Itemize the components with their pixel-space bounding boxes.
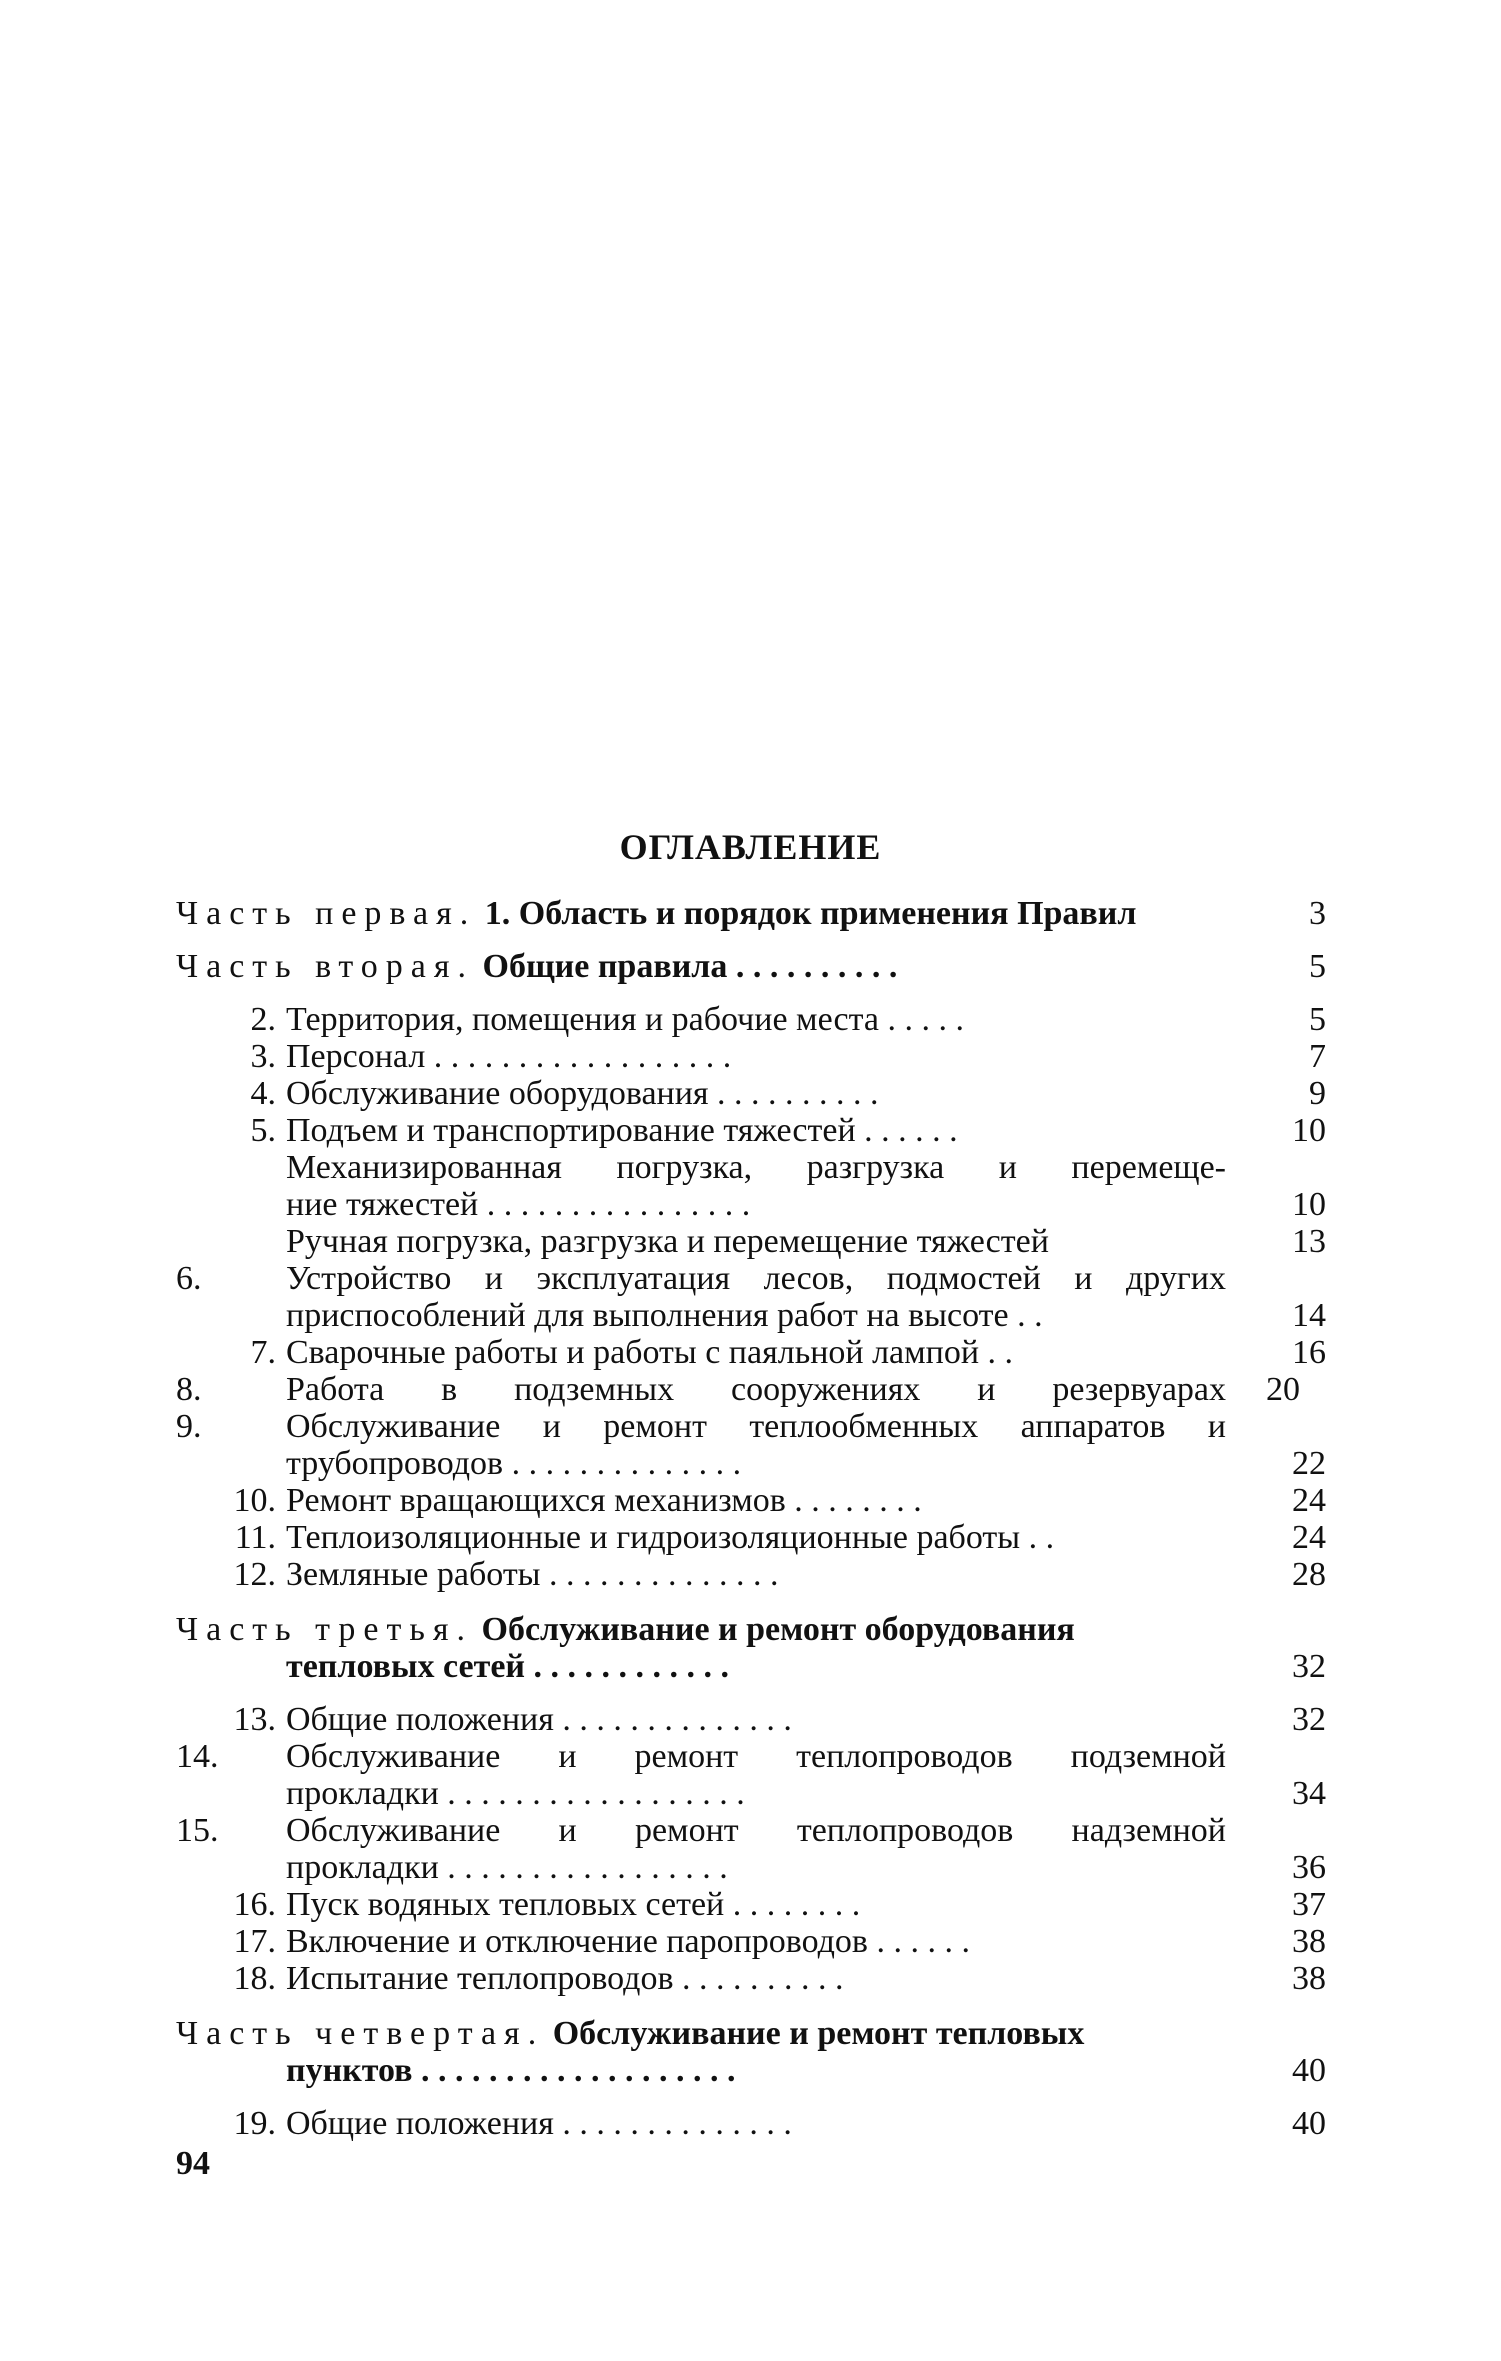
toc-part-1-heading <box>176 895 1226 932</box>
toc-entry <box>176 1297 1326 1334</box>
toc-entry <box>176 1408 1326 1445</box>
toc-entry-num: 12. <box>233 1556 276 1593</box>
toc-entry-text: Общие положения . . . . . . . . . . . . . . <box>286 2105 792 2142</box>
toc-entry-page: 20 <box>1266 1371 1300 1408</box>
toc-part-1-title: 1. Область и порядок применения Правил <box>484 895 1137 932</box>
toc-entry-num: 6. <box>176 1260 202 1297</box>
toc-entry-page: 22 <box>1292 1445 1326 1482</box>
toc-entry-page: 24 <box>1292 1519 1326 1556</box>
toc-entry-text: трубопроводов . . . . . . . . . . . . . . <box>286 1445 742 1482</box>
toc-entry <box>176 1960 1326 1997</box>
toc-entry-num: 5. <box>250 1112 276 1149</box>
toc-entry-num: 4. <box>250 1075 276 1112</box>
toc-entry-text: Работа в подземных сооружениях и резервуарах <box>286 1371 1226 1408</box>
toc-part-3-heading <box>176 1611 1226 1648</box>
toc-entry-num: 7. <box>250 1334 276 1371</box>
toc-entry <box>176 1701 1326 1738</box>
toc-part-3 <box>176 1611 1326 1685</box>
toc-part-4 <box>176 2015 1326 2089</box>
toc-part-4-page: 40 <box>1292 2052 1326 2089</box>
table-of-contents <box>176 895 1326 2142</box>
toc-entry <box>176 1001 1326 1038</box>
toc-entry-page: 40 <box>1292 2105 1326 2142</box>
toc-entry-num: 14. <box>176 1738 219 1775</box>
toc-part-4-heading <box>176 2015 1226 2052</box>
toc-entry-text: приспособлений для выполнения работ на высоте . . <box>286 1297 1043 1334</box>
toc-entry <box>176 1886 1326 1923</box>
toc-entry <box>176 1149 1326 1186</box>
toc-entry <box>176 1556 1326 1593</box>
toc-entry-num: 19. <box>233 2105 276 2142</box>
toc-entry-text: прокладки . . . . . . . . . . . . . . . . . . <box>286 1775 745 1812</box>
toc-part-4-title-cont: пунктов . . . . . . . . . . . . . . . . . . . <box>286 2052 736 2089</box>
toc-entry-text: Механизированная погрузка, разгрузка и перемеще- <box>286 1149 1226 1186</box>
toc-part-3-prefix: Часть третья. <box>176 1611 474 1648</box>
toc-entry <box>176 1849 1326 1886</box>
toc-entry-page: 14 <box>1292 1297 1326 1334</box>
toc-entry-page: 16 <box>1292 1334 1326 1371</box>
toc-part-3-title: Обслуживание и ремонт оборудования <box>481 1611 1075 1648</box>
toc-part-2-title: Общие правила . . . . . . . . . . <box>482 948 898 985</box>
toc-entry-page: 34 <box>1292 1775 1326 1812</box>
toc-entry <box>176 2105 1326 2142</box>
toc-entry-text: Земляные работы . . . . . . . . . . . . . . <box>286 1556 779 1593</box>
toc-part-3-title-cont: тепловых сетей . . . . . . . . . . . . <box>286 1648 729 1685</box>
toc-part-1 <box>176 895 1326 932</box>
toc-entry-num: 13. <box>233 1701 276 1738</box>
toc-entry <box>176 1738 1326 1775</box>
toc-entry-num: 16. <box>233 1886 276 1923</box>
toc-entry <box>176 1038 1326 1075</box>
toc-entry <box>176 1223 1326 1260</box>
toc-entry-num: 11. <box>234 1519 276 1556</box>
toc-part-4-prefix: Часть четвертая. <box>176 2015 545 2052</box>
toc-part-4-title: Обслуживание и ремонт тепловых <box>552 2015 1085 2052</box>
toc-entry-num: 3. <box>250 1038 276 1075</box>
toc-entry <box>176 1075 1326 1112</box>
toc-entry-text: Устройство и эксплуатация лесов, подмостей и других <box>286 1260 1226 1297</box>
toc-entry-num: 8. <box>176 1371 202 1408</box>
toc-entry-text: Территория, помещения и рабочие места . . . . . <box>286 1001 964 1038</box>
toc-entry-text: Ремонт вращающихся механизмов . . . . . . . . <box>286 1482 922 1519</box>
toc-entry-text: Сварочные работы и работы с паяльной лампой . . <box>286 1334 1014 1371</box>
toc-entry-text: Подъем и транспортирование тяжестей . . . . . . <box>286 1112 958 1149</box>
toc-entry <box>176 1371 1326 1408</box>
toc-entry-text: Обслуживание и ремонт теплопроводов подземной <box>286 1738 1226 1775</box>
toc-entry-page: 24 <box>1292 1482 1326 1519</box>
toc-part-2-prefix: Часть вторая. <box>176 948 474 985</box>
toc-entry-num: 15. <box>176 1812 219 1849</box>
toc-part-3-page: 32 <box>1292 1648 1326 1685</box>
toc-part-1-page: 3 <box>1309 895 1326 932</box>
toc-entry-num: 10. <box>233 1482 276 1519</box>
toc-entry-page: 38 <box>1292 1923 1326 1960</box>
toc-entry <box>176 1812 1326 1849</box>
toc-entry-text: Ручная погрузка, разгрузка и перемещение тяжестей <box>286 1223 1049 1260</box>
toc-entry-text: Обслуживание и ремонт теплопроводов надземной <box>286 1812 1226 1849</box>
toc-entry <box>176 1186 1326 1223</box>
toc-entry-num: 9. <box>176 1408 202 1445</box>
toc-entry-text: Обслуживание оборудования . . . . . . . . . . <box>286 1075 879 1112</box>
toc-entry-text: прокладки . . . . . . . . . . . . . . . . . <box>286 1849 728 1886</box>
toc-part-1-prefix: Часть первая. <box>176 895 477 932</box>
toc-entry <box>176 1260 1326 1297</box>
toc-entry <box>176 1519 1326 1556</box>
toc-entry <box>176 1334 1326 1371</box>
toc-entry-page: 37 <box>1292 1886 1326 1923</box>
toc-entry-page: 5 <box>1309 1001 1326 1038</box>
toc-part-2 <box>176 948 1326 985</box>
toc-entry-page: 13 <box>1292 1223 1326 1260</box>
toc-entry-text: Пуск водяных тепловых сетей . . . . . . . . <box>286 1886 861 1923</box>
toc-entry <box>176 1445 1326 1482</box>
toc-entry-page: 10 <box>1292 1112 1326 1149</box>
toc-part-2-page: 5 <box>1309 948 1326 985</box>
toc-entry-text: ние тяжестей . . . . . . . . . . . . . . . . <box>286 1186 751 1223</box>
toc-entry-text: Персонал . . . . . . . . . . . . . . . . . . <box>286 1038 732 1075</box>
toc-entry-num: 17. <box>233 1923 276 1960</box>
toc-entry-num: 18. <box>233 1960 276 1997</box>
toc-entry-text: Включение и отключение паропроводов . . . . . . <box>286 1923 970 1960</box>
toc-entry-num: 2. <box>250 1001 276 1038</box>
toc-entry-text: Обслуживание и ремонт теплообменных аппаратов и <box>286 1408 1226 1445</box>
toc-entry <box>176 1775 1326 1812</box>
page-title: ОГЛАВЛЕНИЕ <box>619 827 882 867</box>
toc-entry-page: 36 <box>1292 1849 1326 1886</box>
toc-entry <box>176 1482 1326 1519</box>
toc-entry-text: Общие положения . . . . . . . . . . . . . . <box>286 1701 792 1738</box>
toc-entry-text: Теплоизоляционные и гидроизоляционные работы . . <box>286 1519 1055 1556</box>
toc-entry <box>176 1923 1326 1960</box>
toc-entry-page: 32 <box>1292 1701 1326 1738</box>
toc-entry-page: 10 <box>1292 1186 1326 1223</box>
page-number: 94 <box>176 2145 210 2182</box>
toc-entry-page: 38 <box>1292 1960 1326 1997</box>
toc-entry-page: 9 <box>1309 1075 1326 1112</box>
toc-entry-text: Испытание теплопроводов . . . . . . . . . . <box>286 1960 844 1997</box>
toc-entry-page: 7 <box>1309 1038 1326 1075</box>
toc-entry-page: 28 <box>1292 1556 1326 1593</box>
toc-entry <box>176 1112 1326 1149</box>
toc-part-2-heading <box>176 948 1226 985</box>
